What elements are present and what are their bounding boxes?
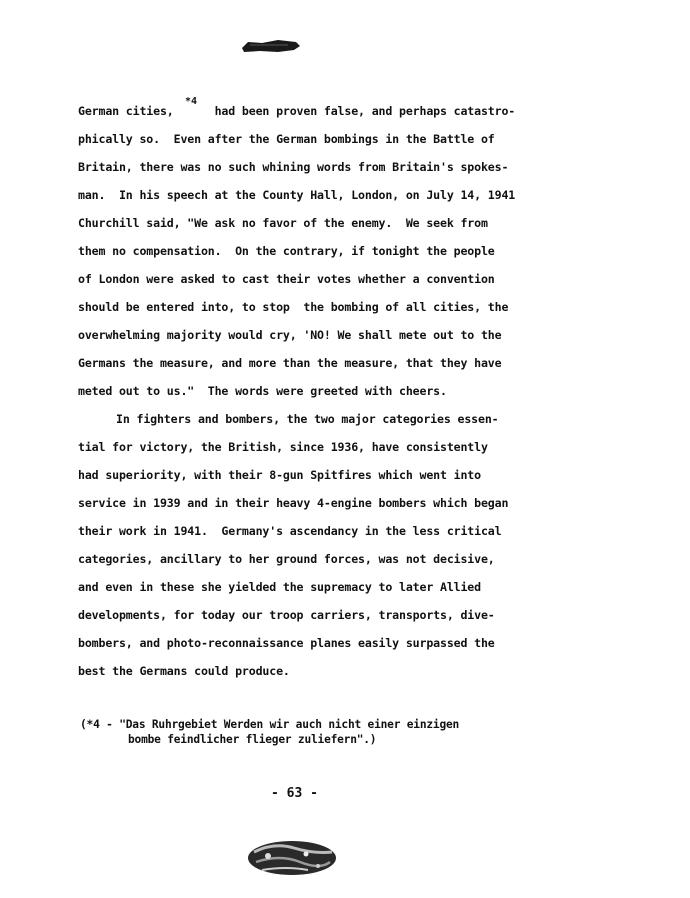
footnote-line: (*4 - "Das Ruhrgebiet Werden wir auch nicht einer einzigen <box>80 718 460 731</box>
text-line: bombers, and photo-reconnaissance planes easily surpassed the <box>78 636 495 650</box>
text-line: Britain, there was no such whining words from Britain's spokes- <box>78 160 509 174</box>
text-line: meted out to us." The words were greeted with cheers. <box>78 384 447 398</box>
text-line: service in 1939 and in their heavy 4-engine bombers which began <box>78 496 509 510</box>
text-line: of London were asked to cast their votes whether a convention <box>78 272 495 286</box>
text-line: overwhelming majority would cry, 'NO! We shall mete out to the <box>78 328 502 342</box>
text-line: phically so. Even after the German bombings in the Battle of <box>78 132 495 146</box>
text-line: categories, ancillary to her ground forces, was not decisive, <box>78 552 495 566</box>
footnote-marker: *4 <box>185 96 198 107</box>
text-line: best the Germans could produce. <box>78 664 290 678</box>
redaction-stamp-top <box>238 38 302 54</box>
text-line: developments, for today our troop carriers, transports, dive- <box>78 608 495 622</box>
text-line: had superiority, with their 8-gun Spitfires which went into <box>78 468 481 482</box>
text-line: Germans the measure, and more than the measure, that they have <box>78 356 502 370</box>
text-line: them no compensation. On the contrary, if tonight the people <box>78 244 495 258</box>
text-line: and even in these she yielded the supremacy to later Allied <box>78 580 481 594</box>
text-line: German cities, had been proven false, and perhaps catastro- <box>78 104 516 118</box>
footnote-line: bombe feindlicher flieger zuliefern".) <box>128 733 377 746</box>
text-line: In fighters and bombers, the two major categories essen- <box>116 412 499 426</box>
text-line: man. In his speech at the County Hall, London, on July 14, 1941 <box>78 188 516 202</box>
text-line: Churchill said, "We ask no favor of the enemy. We seek from <box>78 216 488 230</box>
text-line: their work in 1941. Germany's ascendancy in the less critical <box>78 524 502 538</box>
text-line: tial for victory, the British, since 1936, have consistently <box>78 440 488 454</box>
page-number: - 63 - <box>271 786 318 801</box>
redaction-stamp-bottom <box>244 836 340 880</box>
text-line: should be entered into, to stop the bombing of all cities, the <box>78 300 509 314</box>
